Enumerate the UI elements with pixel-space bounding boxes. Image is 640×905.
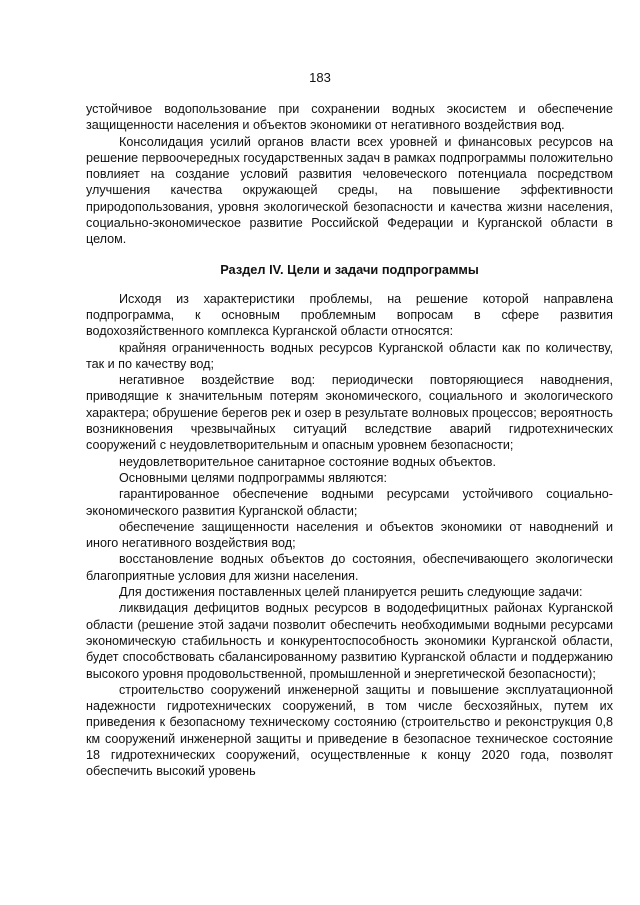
paragraph: Исходя из характеристики проблемы, на решение которой направлена подпрограмма, к основным проблемным вопросам в сфере развития водохозяйственного комплекса Курганской области относятся: [86,291,613,339]
section-heading: Раздел IV. Цели и задачи подпрограммы [220,261,479,277]
paragraph: Основными целями подпрограммы являются: [119,470,387,485]
list-item-problem: крайняя ограниченность водных ресурсов Курганской области как по количеству, так и по качеству вод; [86,340,613,371]
list-item-goal: восстановление водных объектов до состояния, обеспечивающего экологически благоприятные условия для жизни населения. [86,552,613,583]
list-item-goal: обеспечение защищенности населения и объектов экономики от наводнений и иного негативного воздействия вод; [86,519,613,551]
list-item-task: строительство сооружений инженерной защиты и повышение эксплуатационной надежности гидротехнических сооружений, в том числе бесхозяйных, путем их приведения к безопасному техническому состоянию (строительство и реконструкция 0,8 км сооружений инженерной защиты и приведение в безопасное техническое состояние 18 гидротехнических сооружений, осуществленные к концу 2020 года, позволят обеспечить высокий уровень [86,682,613,779]
paragraph-continuation: устойчивое водопользование при сохранении водных экосистем и обеспечение защищенности населения и объектов экономики от негативного воздействия вод. [86,102,613,133]
page-number: 183 [309,70,331,85]
list-item-problem: неудовлетворительное санитарное состояние водных объектов. [119,454,496,469]
list-item-goal: гарантированное обеспечение водными ресурсами устойчивого социально-экономического развития Курганской области; [86,487,613,518]
list-item-problem: негативное воздействие вод: периодически повторяющиеся наводнения, приводящие к значительным потерям экономического, социального и экологического характера; обрушение берегов рек и озер в результате волновых процессов; вероятность возникновения чрезвычайных ситуаций вследствие аварий гидротехнических сооружений с неудовлетворительным и опасным уровнем безопасности; [86,373,613,453]
paragraph: Для достижения поставленных целей планируется решить следующие задачи: [119,585,583,600]
document-body [86,101,613,780]
paragraph: Консолидация усилий органов власти всех уровней и финансовых ресурсов на решение первоочередных государственных задач в рамках подпрограммы положительно повлияет на создание условий развития человеческого потенциала посредством улучшения качества окружающей среды, на повышение эффективности природопользования, уровня экологической безопасности и качества жизни населения, социально-экономическое развитие Российской Федерации и Курганской области в целом. [86,134,613,247]
list-item-task: ликвидация дефицитов водных ресурсов в вододефицитных районах Курганской области (решение этой задачи позволит обеспечить необходимыми водными ресурсами экономическую стабильность и конкурентоспособность экономики Курганской области, будет способствовать сбалансированному развитию Курганской области и поддержанию высокого уровня продовольственной, промышленной и энергетической безопасности); [86,601,613,681]
